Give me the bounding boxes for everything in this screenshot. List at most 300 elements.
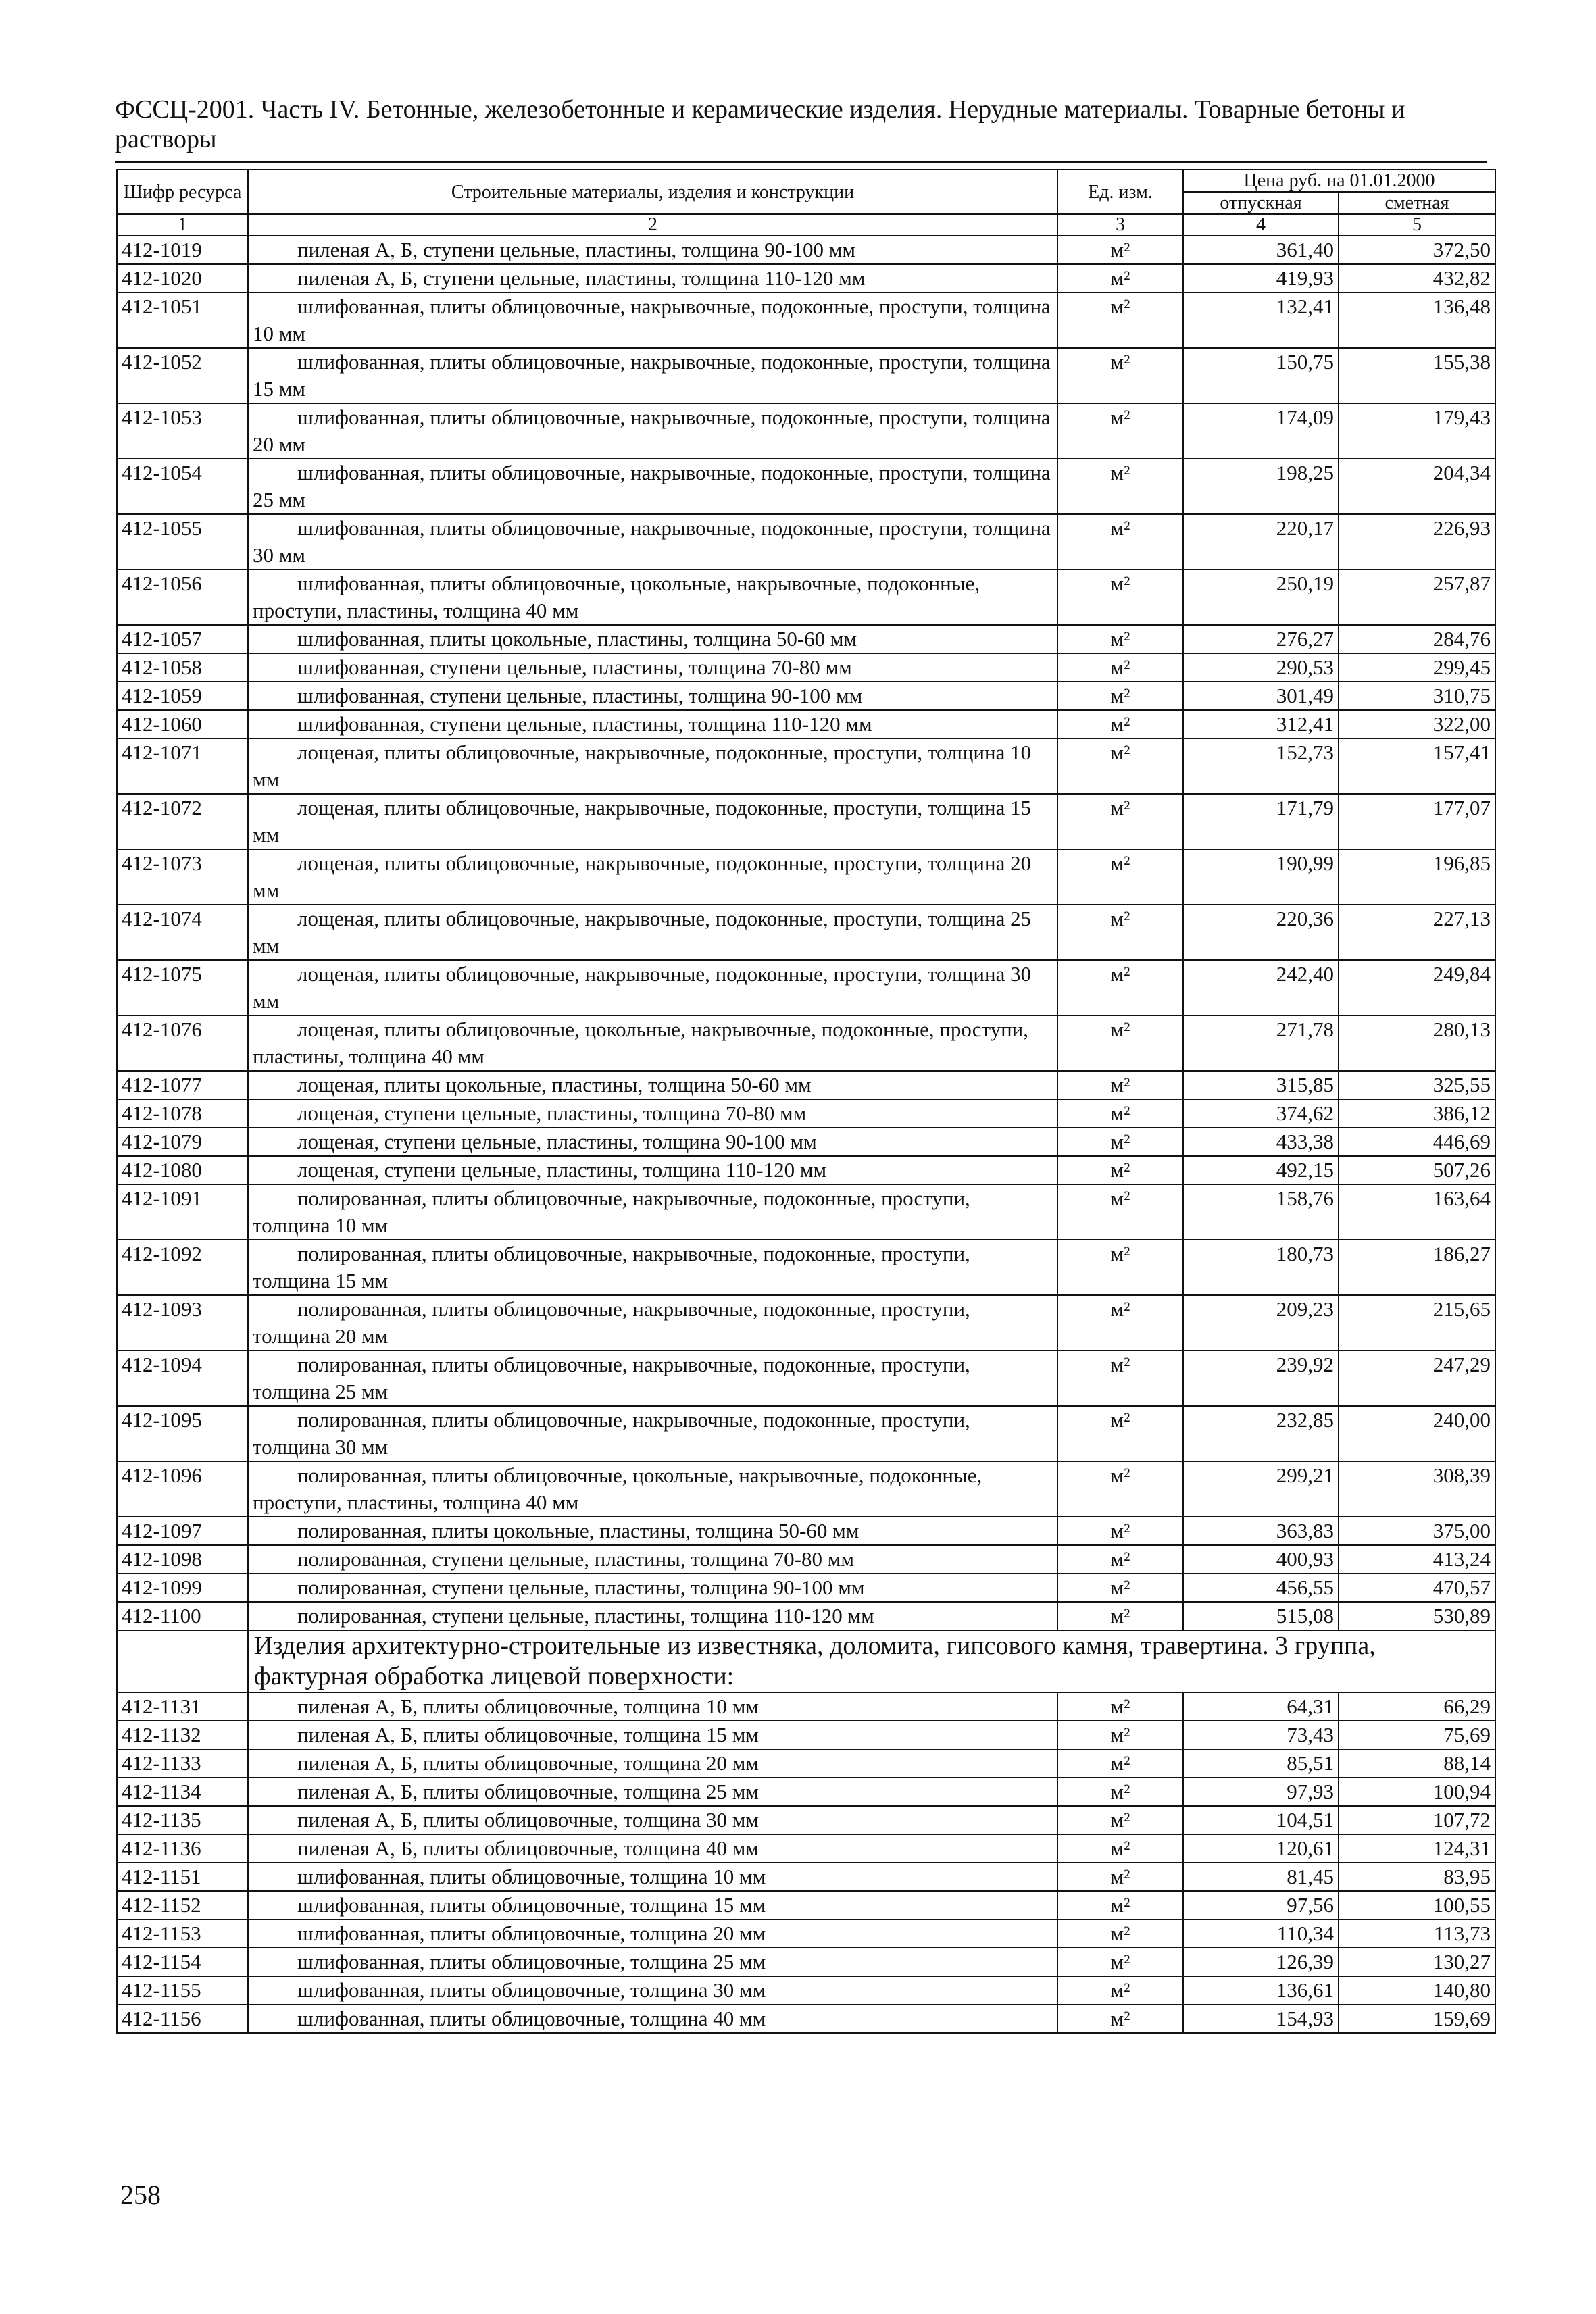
description-text: шлифованная, ступени цельные, пластины, толщина 90-100 мм <box>297 684 863 707</box>
estimate-price-cell: 226,93 <box>1339 514 1495 570</box>
description-text: лощеная, плиты облицовочные, цокольные, накрывочные, подоконные, проступи, пластины, толщина 40 мм <box>253 1017 1029 1068</box>
description-text: пиленая А, Б, плиты облицовочные, толщина 40 мм <box>297 1836 759 1860</box>
description-cell <box>248 236 1057 264</box>
description-text: лощеная, ступени цельные, пластины, толщина 90-100 мм <box>297 1130 817 1153</box>
description-cell <box>248 905 1057 960</box>
code-cell: 412-1020 <box>117 264 248 293</box>
table-row <box>117 1517 1495 1545</box>
table-row <box>117 1721 1495 1749</box>
description-cell <box>248 1574 1057 1602</box>
table-body-b <box>117 1692 1495 2033</box>
estimate-price-cell: 186,27 <box>1339 1240 1495 1295</box>
description-cell <box>248 1184 1057 1240</box>
estimate-price-cell: 196,85 <box>1339 849 1495 905</box>
description-cell <box>248 1863 1057 1891</box>
unit-cell: м² <box>1057 905 1183 960</box>
estimate-price-cell: 177,07 <box>1339 794 1495 849</box>
table-row <box>117 2005 1495 2033</box>
description-text: полированная, ступени цельные, пластины, толщина 70-80 мм <box>297 1547 854 1571</box>
estimate-price-cell: 107,72 <box>1339 1806 1495 1834</box>
unit-cell: м² <box>1057 1545 1183 1574</box>
description-cell <box>248 1891 1057 1919</box>
unit-cell: м² <box>1057 653 1183 682</box>
unit-cell: м² <box>1057 794 1183 849</box>
unit-cell: м² <box>1057 1863 1183 1891</box>
col-header-release: отпускная <box>1183 192 1339 214</box>
release-price-cell: 104,51 <box>1183 1806 1339 1834</box>
description-cell <box>248 1948 1057 1976</box>
table-row <box>117 403 1495 459</box>
description-cell <box>248 293 1057 348</box>
unit-cell: м² <box>1057 1128 1183 1156</box>
estimate-price-cell: 124,31 <box>1339 1834 1495 1863</box>
table-row <box>117 1015 1495 1071</box>
description-cell <box>248 1749 1057 1778</box>
code-cell: 412-1076 <box>117 1015 248 1071</box>
table-row <box>117 738 1495 794</box>
release-price-cell: 81,45 <box>1183 1863 1339 1891</box>
unit-cell: м² <box>1057 1517 1183 1545</box>
description-text: полированная, плиты облицовочные, накрывочные, подоконные, проступи, толщина 25 мм <box>253 1353 970 1403</box>
description-text: полированная, плиты облицовочные, накрывочные, подоконные, проступи, толщина 15 мм <box>253 1242 970 1292</box>
description-text: полированная, ступени цельные, пластины, толщина 90-100 мм <box>297 1576 865 1599</box>
code-cell: 412-1131 <box>117 1692 248 1721</box>
description-text: пиленая А, Б, ступени цельные, пластины, толщина 110-120 мм <box>297 266 866 290</box>
estimate-price-cell: 157,41 <box>1339 738 1495 794</box>
description-text: лощеная, плиты облицовочные, накрывочные, подоконные, проступи, толщина 10 мм <box>253 740 1032 791</box>
description-cell <box>248 849 1057 905</box>
release-price-cell: 132,41 <box>1183 293 1339 348</box>
code-cell: 412-1053 <box>117 403 248 459</box>
estimate-price-cell: 284,76 <box>1339 625 1495 653</box>
description-text: шлифованная, плиты цокольные, пластины, толщина 50-60 мм <box>297 627 857 651</box>
description-cell <box>248 1806 1057 1834</box>
estimate-price-cell: 163,64 <box>1339 1184 1495 1240</box>
unit-cell: м² <box>1057 682 1183 710</box>
estimate-price-cell: 179,43 <box>1339 403 1495 459</box>
description-text: пиленая А, Б, плиты облицовочные, толщина 30 мм <box>297 1808 759 1832</box>
estimate-price-cell: 247,29 <box>1339 1351 1495 1406</box>
description-cell <box>248 459 1057 514</box>
table-row <box>117 1295 1495 1351</box>
estimate-price-cell: 375,00 <box>1339 1517 1495 1545</box>
description-text: шлифованная, плиты облицовочные, накрывочные, подоконные, проступи, толщина 30 мм <box>253 516 1051 567</box>
table-row <box>117 570 1495 625</box>
description-text: лощеная, плиты цокольные, пластины, толщина 50-60 мм <box>297 1073 812 1097</box>
code-cell: 412-1072 <box>117 794 248 849</box>
description-text: лощеная, ступени цельные, пластины, толщина 70-80 мм <box>297 1101 807 1125</box>
unit-cell: м² <box>1057 236 1183 264</box>
description-cell <box>248 960 1057 1015</box>
release-price-cell: 232,85 <box>1183 1406 1339 1461</box>
code-cell: 412-1058 <box>117 653 248 682</box>
code-cell: 412-1093 <box>117 1295 248 1351</box>
table-row <box>117 960 1495 1015</box>
description-cell <box>248 1128 1057 1156</box>
table-row <box>117 1406 1495 1461</box>
section-empty-cell <box>117 1630 248 1692</box>
unit-cell: м² <box>1057 738 1183 794</box>
estimate-price-cell: 299,45 <box>1339 653 1495 682</box>
release-price-cell: 85,51 <box>1183 1749 1339 1778</box>
code-cell: 412-1100 <box>117 1602 248 1630</box>
release-price-cell: 250,19 <box>1183 570 1339 625</box>
estimate-price-cell: 413,24 <box>1339 1545 1495 1574</box>
description-text: шлифованная, плиты облицовочные, толщина 20 мм <box>297 1921 766 1945</box>
code-cell: 412-1080 <box>117 1156 248 1184</box>
code-cell: 412-1078 <box>117 1099 248 1128</box>
release-price-cell: 271,78 <box>1183 1015 1339 1071</box>
table-row <box>117 1602 1495 1630</box>
estimate-price-cell: 75,69 <box>1339 1721 1495 1749</box>
col-header-name: Строительные материалы, изделия и конструкции <box>248 170 1057 214</box>
code-cell: 412-1056 <box>117 570 248 625</box>
table-row <box>117 1834 1495 1863</box>
col-number: 3 <box>1057 214 1183 236</box>
description-text: шлифованная, плиты облицовочные, накрывочные, подоконные, проступи, толщина 20 мм <box>253 405 1051 456</box>
table-row <box>117 1976 1495 2005</box>
description-text: пиленая А, Б, плиты облицовочные, толщина 25 мм <box>297 1780 759 1803</box>
code-cell: 412-1098 <box>117 1545 248 1574</box>
description-text: шлифованная, плиты облицовочные, толщина 30 мм <box>297 1978 766 2002</box>
description-cell <box>248 264 1057 293</box>
code-cell: 412-1075 <box>117 960 248 1015</box>
table-row <box>117 794 1495 849</box>
estimate-price-cell: 386,12 <box>1339 1099 1495 1128</box>
unit-cell: м² <box>1057 514 1183 570</box>
description-text: лощеная, плиты облицовочные, накрывочные, подоконные, проступи, толщина 15 мм <box>253 796 1032 847</box>
estimate-price-cell: 113,73 <box>1339 1919 1495 1948</box>
code-cell: 412-1052 <box>117 348 248 403</box>
release-price-cell: 312,41 <box>1183 710 1339 738</box>
unit-cell: м² <box>1057 625 1183 653</box>
unit-cell: м² <box>1057 403 1183 459</box>
description-text: полированная, плиты цокольные, пластины, толщина 50-60 мм <box>297 1519 859 1542</box>
code-cell: 412-1155 <box>117 1976 248 2005</box>
code-cell: 412-1133 <box>117 1749 248 1778</box>
estimate-price-cell: 322,00 <box>1339 710 1495 738</box>
unit-cell: м² <box>1057 1351 1183 1406</box>
col-header-price: Цена руб. на 01.01.2000 <box>1183 170 1495 192</box>
release-price-cell: 242,40 <box>1183 960 1339 1015</box>
table-row <box>117 682 1495 710</box>
table-row <box>117 236 1495 264</box>
estimate-price-cell: 280,13 <box>1339 1015 1495 1071</box>
description-text: пиленая А, Б, плиты облицовочные, толщина 15 мм <box>297 1723 759 1746</box>
table-row <box>117 293 1495 348</box>
description-text: полированная, плиты облицовочные, цокольные, накрывочные, подоконные, проступи, пластины, толщина 40 мм <box>253 1463 982 1514</box>
code-cell: 412-1096 <box>117 1461 248 1517</box>
unit-cell: м² <box>1057 1574 1183 1602</box>
estimate-price-cell: 249,84 <box>1339 960 1495 1015</box>
code-cell: 412-1057 <box>117 625 248 653</box>
section-row <box>117 1630 1495 1692</box>
unit-cell: м² <box>1057 710 1183 738</box>
description-cell <box>248 403 1057 459</box>
unit-cell: м² <box>1057 960 1183 1015</box>
description-text: полированная, плиты облицовочные, накрывочные, подоконные, проступи, толщина 20 мм <box>253 1297 970 1348</box>
release-price-cell: 433,38 <box>1183 1128 1339 1156</box>
table-row <box>117 348 1495 403</box>
estimate-price-cell: 130,27 <box>1339 1948 1495 1976</box>
estimate-price-cell: 215,65 <box>1339 1295 1495 1351</box>
release-price-cell: 97,56 <box>1183 1891 1339 1919</box>
code-cell: 412-1099 <box>117 1574 248 1602</box>
estimate-price-cell: 204,34 <box>1339 459 1495 514</box>
unit-cell: м² <box>1057 1156 1183 1184</box>
unit-cell: м² <box>1057 1461 1183 1517</box>
unit-cell: м² <box>1057 1749 1183 1778</box>
description-text: пиленая А, Б, плиты облицовочные, толщина 20 мм <box>297 1751 759 1775</box>
release-price-cell: 158,76 <box>1183 1184 1339 1240</box>
description-cell <box>248 653 1057 682</box>
estimate-price-cell: 159,69 <box>1339 2005 1495 2033</box>
release-price-cell: 301,49 <box>1183 682 1339 710</box>
unit-cell: м² <box>1057 459 1183 514</box>
description-cell <box>248 1602 1057 1630</box>
release-price-cell: 363,83 <box>1183 1517 1339 1545</box>
estimate-price-cell: 257,87 <box>1339 570 1495 625</box>
release-price-cell: 515,08 <box>1183 1602 1339 1630</box>
release-price-cell: 120,61 <box>1183 1834 1339 1863</box>
description-cell <box>248 1778 1057 1806</box>
unit-cell: м² <box>1057 1948 1183 1976</box>
code-cell: 412-1077 <box>117 1071 248 1099</box>
description-cell <box>248 1976 1057 2005</box>
code-cell: 412-1134 <box>117 1778 248 1806</box>
estimate-price-cell: 310,75 <box>1339 682 1495 710</box>
release-price-cell: 209,23 <box>1183 1295 1339 1351</box>
code-cell: 412-1071 <box>117 738 248 794</box>
table-row <box>117 905 1495 960</box>
unit-cell: м² <box>1057 1976 1183 2005</box>
section-title: Изделия архитектурно-строительные из известняка, доломита, гипсового камня, травертина. 3 группа, фактурная обработка лицевой поверхности: <box>248 1630 1495 1692</box>
release-price-cell: 290,53 <box>1183 653 1339 682</box>
table-row <box>117 1919 1495 1948</box>
description-cell <box>248 1295 1057 1351</box>
description-text: лощеная, плиты облицовочные, накрывочные, подоконные, проступи, толщина 30 мм <box>253 962 1032 1013</box>
description-cell <box>248 1461 1057 1517</box>
description-cell <box>248 1692 1057 1721</box>
table-row <box>117 1156 1495 1184</box>
release-price-cell: 419,93 <box>1183 264 1339 293</box>
release-price-cell: 198,25 <box>1183 459 1339 514</box>
description-text: лощеная, плиты облицовочные, накрывочные, подоконные, проступи, толщина 20 мм <box>253 851 1032 902</box>
description-text: шлифованная, плиты облицовочные, накрывочные, подоконные, проступи, толщина 25 мм <box>253 461 1051 511</box>
description-cell <box>248 514 1057 570</box>
table-row <box>117 1351 1495 1406</box>
table-row <box>117 1778 1495 1806</box>
code-cell: 412-1060 <box>117 710 248 738</box>
description-text: шлифованная, плиты облицовочные, накрывочные, подоконные, проступи, толщина 15 мм <box>253 350 1051 401</box>
description-text: полированная, ступени цельные, пластины, толщина 110-120 мм <box>297 1604 874 1628</box>
description-text: пиленая А, Б, плиты облицовочные, толщина 10 мм <box>297 1694 759 1718</box>
code-cell: 412-1051 <box>117 293 248 348</box>
col-number: 1 <box>117 214 248 236</box>
unit-cell: м² <box>1057 1891 1183 1919</box>
description-cell <box>248 1545 1057 1574</box>
description-cell <box>248 1156 1057 1184</box>
code-cell: 412-1094 <box>117 1351 248 1406</box>
table-row <box>117 1806 1495 1834</box>
unit-cell: м² <box>1057 1806 1183 1834</box>
release-price-cell: 97,93 <box>1183 1778 1339 1806</box>
description-text: пиленая А, Б, ступени цельные, пластины, толщина 90-100 мм <box>297 238 855 261</box>
table-row <box>117 1071 1495 1099</box>
release-price-cell: 361,40 <box>1183 236 1339 264</box>
code-cell: 412-1095 <box>117 1406 248 1461</box>
code-cell: 412-1135 <box>117 1806 248 1834</box>
description-text: шлифованная, ступени цельные, пластины, толщина 110-120 мм <box>297 712 872 736</box>
estimate-price-cell: 470,57 <box>1339 1574 1495 1602</box>
table-row <box>117 1863 1495 1891</box>
code-cell: 412-1152 <box>117 1891 248 1919</box>
unit-cell: м² <box>1057 1406 1183 1461</box>
table-row <box>117 1099 1495 1128</box>
page-header: ФССЦ-2001. Часть IV. Бетонные, железобетонные и керамические изделия. Нерудные материалы. Товарные бетоны и растворы <box>115 95 1405 153</box>
description-cell <box>248 1015 1057 1071</box>
table-row <box>117 1749 1495 1778</box>
release-price-cell: 126,39 <box>1183 1948 1339 1976</box>
table-header <box>117 170 1495 236</box>
code-cell: 412-1079 <box>117 1128 248 1156</box>
description-cell <box>248 1721 1057 1749</box>
unit-cell: м² <box>1057 1015 1183 1071</box>
description-cell <box>248 1919 1057 1948</box>
unit-cell: м² <box>1057 1919 1183 1948</box>
release-price-cell: 152,73 <box>1183 738 1339 794</box>
release-price-cell: 239,92 <box>1183 1351 1339 1406</box>
code-cell: 412-1154 <box>117 1948 248 1976</box>
description-cell <box>248 682 1057 710</box>
section-block <box>117 1630 1495 1692</box>
description-cell <box>248 710 1057 738</box>
code-cell: 412-1136 <box>117 1834 248 1863</box>
col-header-unit: Ед. изм. <box>1057 170 1183 214</box>
col-number: 2 <box>248 214 1057 236</box>
description-text: шлифованная, плиты облицовочные, цокольные, накрывочные, подоконные, проступи, пластины, толщина 40 мм <box>253 572 980 622</box>
unit-cell: м² <box>1057 1071 1183 1099</box>
col-number: 4 <box>1183 214 1339 236</box>
release-price-cell: 180,73 <box>1183 1240 1339 1295</box>
description-text: лощеная, плиты облицовочные, накрывочные, подоконные, проступи, толщина 25 мм <box>253 907 1032 957</box>
unit-cell: м² <box>1057 849 1183 905</box>
release-price-cell: 220,17 <box>1183 514 1339 570</box>
unit-cell: м² <box>1057 1240 1183 1295</box>
unit-cell: м² <box>1057 1184 1183 1240</box>
table-row <box>117 514 1495 570</box>
code-cell: 412-1059 <box>117 682 248 710</box>
table-row <box>117 1240 1495 1295</box>
estimate-price-cell: 530,89 <box>1339 1602 1495 1630</box>
estimate-price-cell: 100,55 <box>1339 1891 1495 1919</box>
unit-cell: м² <box>1057 2005 1183 2033</box>
release-price-cell: 136,61 <box>1183 1976 1339 2005</box>
estimate-price-cell: 155,38 <box>1339 348 1495 403</box>
release-price-cell: 73,43 <box>1183 1721 1339 1749</box>
table-row <box>117 1692 1495 1721</box>
estimate-price-cell: 83,95 <box>1339 1863 1495 1891</box>
code-cell: 412-1097 <box>117 1517 248 1545</box>
estimate-price-cell: 308,39 <box>1339 1461 1495 1517</box>
unit-cell: м² <box>1057 1778 1183 1806</box>
description-cell <box>248 1406 1057 1461</box>
release-price-cell: 276,27 <box>1183 625 1339 653</box>
price-table <box>116 169 1496 2034</box>
header-divider <box>115 161 1487 163</box>
estimate-price-cell: 372,50 <box>1339 236 1495 264</box>
unit-cell: м² <box>1057 348 1183 403</box>
description-text: шлифованная, плиты облицовочные, толщина 25 мм <box>297 1950 766 1973</box>
description-cell <box>248 1240 1057 1295</box>
unit-cell: м² <box>1057 1692 1183 1721</box>
estimate-price-cell: 227,13 <box>1339 905 1495 960</box>
release-price-cell: 171,79 <box>1183 794 1339 849</box>
unit-cell: м² <box>1057 293 1183 348</box>
release-price-cell: 190,99 <box>1183 849 1339 905</box>
table-row <box>117 459 1495 514</box>
description-cell <box>248 1351 1057 1406</box>
estimate-price-cell: 432,82 <box>1339 264 1495 293</box>
page-number: 258 <box>120 2180 161 2210</box>
unit-cell: м² <box>1057 1721 1183 1749</box>
table-row <box>117 1128 1495 1156</box>
release-price-cell: 64,31 <box>1183 1692 1339 1721</box>
estimate-price-cell: 446,69 <box>1339 1128 1495 1156</box>
description-cell <box>248 625 1057 653</box>
col-header-code: Шифр ресурса <box>117 170 248 214</box>
description-cell <box>248 1099 1057 1128</box>
table-row <box>117 1545 1495 1574</box>
unit-cell: м² <box>1057 1099 1183 1128</box>
col-number: 5 <box>1339 214 1495 236</box>
description-text: шлифованная, плиты облицовочные, толщина 10 мм <box>297 1865 766 1888</box>
estimate-price-cell: 66,29 <box>1339 1692 1495 1721</box>
code-cell: 412-1151 <box>117 1863 248 1891</box>
description-cell <box>248 1834 1057 1863</box>
code-cell: 412-1156 <box>117 2005 248 2033</box>
release-price-cell: 374,62 <box>1183 1099 1339 1128</box>
release-price-cell: 315,85 <box>1183 1071 1339 1099</box>
description-text: шлифованная, плиты облицовочные, накрывочные, подоконные, проступи, толщина 10 мм <box>253 295 1051 345</box>
estimate-price-cell: 136,48 <box>1339 293 1495 348</box>
code-cell: 412-1132 <box>117 1721 248 1749</box>
release-price-cell: 154,93 <box>1183 2005 1339 2033</box>
table-row <box>117 710 1495 738</box>
release-price-cell: 110,34 <box>1183 1919 1339 1948</box>
code-cell: 412-1073 <box>117 849 248 905</box>
description-text: полированная, плиты облицовочные, накрывочные, подоконные, проступи, толщина 10 мм <box>253 1186 970 1237</box>
release-price-cell: 456,55 <box>1183 1574 1339 1602</box>
description-cell <box>248 348 1057 403</box>
table-row <box>117 1891 1495 1919</box>
description-cell <box>248 1071 1057 1099</box>
estimate-price-cell: 240,00 <box>1339 1406 1495 1461</box>
estimate-price-cell: 88,14 <box>1339 1749 1495 1778</box>
table-row <box>117 264 1495 293</box>
table-row <box>117 653 1495 682</box>
unit-cell: м² <box>1057 1602 1183 1630</box>
release-price-cell: 220,36 <box>1183 905 1339 960</box>
description-cell <box>248 1517 1057 1545</box>
release-price-cell: 150,75 <box>1183 348 1339 403</box>
release-price-cell: 299,21 <box>1183 1461 1339 1517</box>
description-cell <box>248 2005 1057 2033</box>
code-cell: 412-1055 <box>117 514 248 570</box>
estimate-price-cell: 507,26 <box>1339 1156 1495 1184</box>
unit-cell: м² <box>1057 264 1183 293</box>
unit-cell: м² <box>1057 570 1183 625</box>
